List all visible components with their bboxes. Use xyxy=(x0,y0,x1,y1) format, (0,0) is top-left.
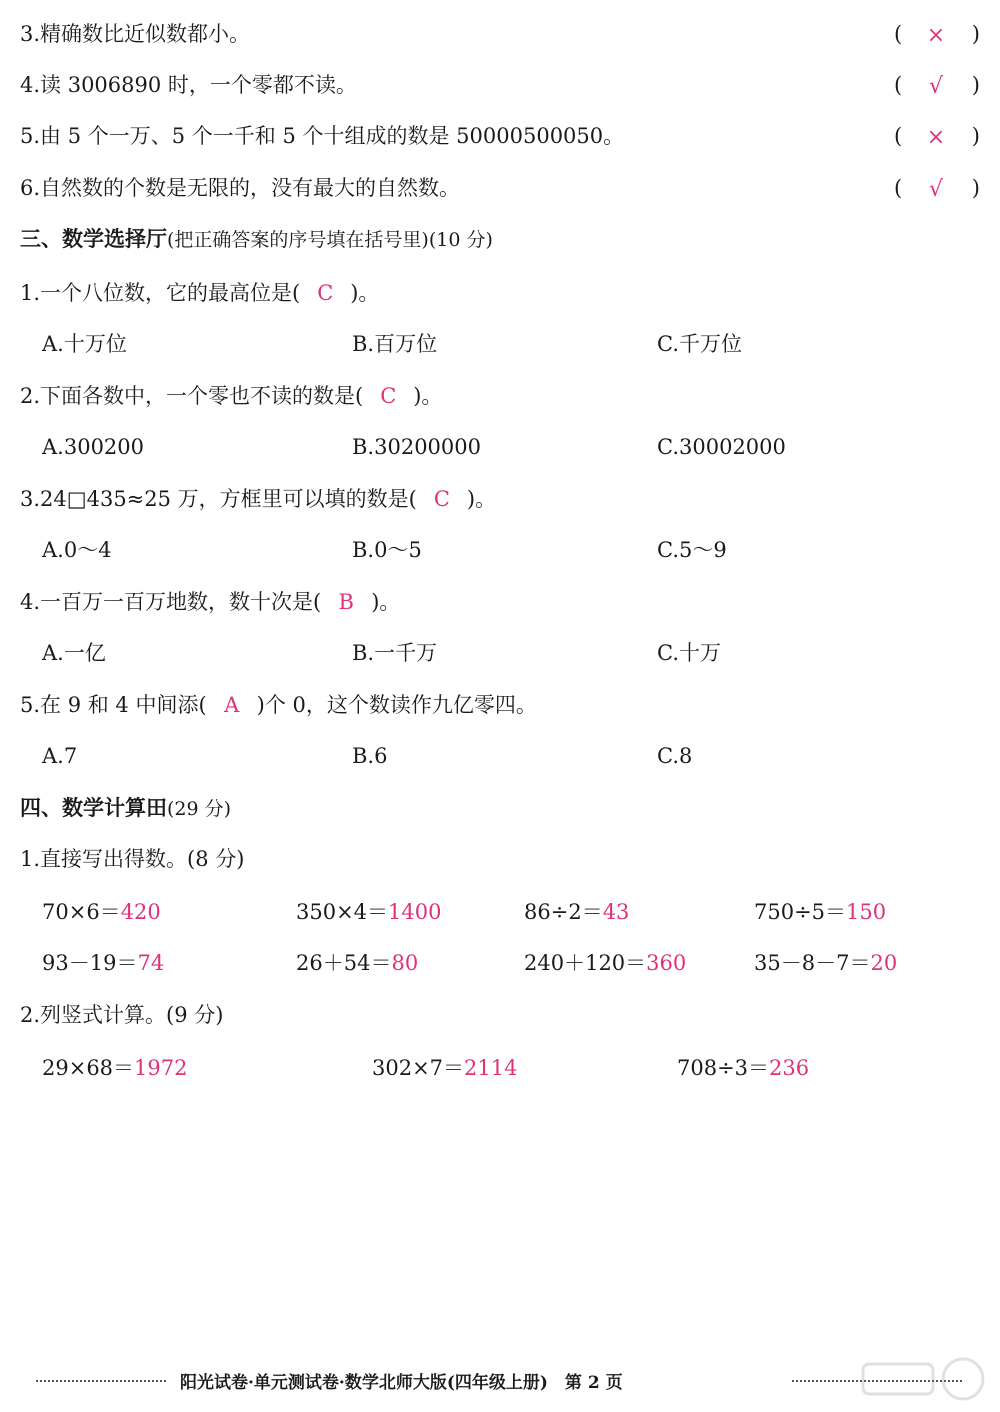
calc-answer: 80 xyxy=(391,951,419,975)
judge-answer-box xyxy=(894,121,980,151)
calc-answer: 236 xyxy=(769,1056,810,1080)
calc-question: 350×4＝ xyxy=(296,900,389,924)
question-text-end: )个 0，这个数读作九亿零四。 xyxy=(256,693,537,717)
choice-question-2 xyxy=(20,381,442,411)
calc-answer: 1400 xyxy=(388,900,442,924)
option-c: C.千万位 xyxy=(657,332,742,356)
judge-item-5 xyxy=(20,121,980,151)
option-a: A.十万位 xyxy=(42,332,127,356)
check-mark: √ xyxy=(928,74,944,99)
choice-question-5 xyxy=(20,690,537,720)
answer-letter: C xyxy=(380,384,397,408)
question-text: 4.一百万一百万地数，数十次是( xyxy=(20,590,322,614)
choice-question-4 xyxy=(20,587,400,617)
calc-item xyxy=(296,897,442,927)
check-mark: √ xyxy=(928,177,944,202)
choice-question-3 xyxy=(20,484,496,514)
section-4-heading xyxy=(20,793,231,824)
calc-item xyxy=(296,948,418,978)
option-b: B.0～5 xyxy=(352,538,422,562)
paren-right: ) xyxy=(971,124,980,148)
option-c: C.5～9 xyxy=(657,538,727,562)
cross-mark: × xyxy=(926,23,946,48)
watermark-logo-icon xyxy=(858,1354,988,1404)
paren-right: ) xyxy=(971,73,980,97)
footer-dotted-line-left xyxy=(36,1380,166,1382)
judge-item-text: 6.自然数的个数是无限的，没有最大的自然数。 xyxy=(20,176,461,200)
calc-question: 240＋120＝ xyxy=(524,951,647,975)
section-title: 四、数学计算田 xyxy=(20,795,167,820)
calc-question: 86÷2＝ xyxy=(524,900,603,924)
option-c: C.30002000 xyxy=(657,435,786,459)
question-text-end: )。 xyxy=(466,487,497,511)
section-3-heading xyxy=(20,224,493,255)
judge-item-4 xyxy=(20,70,980,100)
calc-answer: 74 xyxy=(137,951,165,975)
vertical-calc-item xyxy=(42,1053,188,1083)
footer-text: 阳光试卷·单元测试卷·数学北师大版(四年级上册) 第 2 页 xyxy=(180,1373,623,1393)
option-c: C.十万 xyxy=(657,641,721,665)
calc-question: 70×6＝ xyxy=(42,900,121,924)
answer-letter: C xyxy=(317,281,334,305)
choice-question-1 xyxy=(20,278,379,308)
answer-letter: B xyxy=(338,590,354,614)
calc-item xyxy=(754,897,886,927)
calc-question: 26＋54＝ xyxy=(296,951,392,975)
judge-answer-box xyxy=(894,70,980,100)
judge-item-3 xyxy=(20,19,980,49)
question-text: 2.下面各数中，一个零也不读的数是( xyxy=(20,384,364,408)
calc-question: 750÷5＝ xyxy=(754,900,847,924)
judge-item-6 xyxy=(20,173,980,203)
judge-item-text: 3.精确数比近似数都小。 xyxy=(20,22,251,46)
page-footer xyxy=(0,1366,1000,1396)
calc-part-1-title: 1.直接写出得数。(8 分) xyxy=(20,847,245,871)
option-b: B.30200000 xyxy=(352,435,481,459)
calc-item xyxy=(42,948,164,978)
option-a: A.7 xyxy=(42,744,78,768)
section-title: 三、数学选择厅 xyxy=(20,226,167,251)
calc-question: 93－19＝ xyxy=(42,951,138,975)
calc-item xyxy=(754,948,897,978)
calc-answer: 150 xyxy=(846,900,887,924)
question-text-end: )。 xyxy=(350,281,380,305)
option-b: B.百万位 xyxy=(352,332,438,356)
paren-left: ( xyxy=(894,73,903,97)
question-text: 1.一个八位数，它的最高位是( xyxy=(20,281,301,305)
calc-question: 708÷3＝ xyxy=(677,1056,770,1080)
cross-mark: × xyxy=(926,125,946,150)
judge-answer-box xyxy=(894,19,980,49)
answer-letter: C xyxy=(433,487,450,511)
paren-left: ( xyxy=(894,22,903,46)
option-a: A.300200 xyxy=(42,435,145,459)
question-text: 3.24□435≈25 万，方框里可以填的数是( xyxy=(20,487,417,511)
calc-answer: 43 xyxy=(602,900,630,924)
section-subtitle: (把正确答案的序号填在括号里)(10 分) xyxy=(167,229,493,251)
calc-answer: 360 xyxy=(646,951,687,975)
question-text-end: )。 xyxy=(413,384,443,408)
vertical-calc-item xyxy=(677,1053,809,1083)
paren-right: ) xyxy=(971,22,980,46)
option-c: C.8 xyxy=(657,744,693,768)
option-b: B.6 xyxy=(352,744,388,768)
question-text: 5.在 9 和 4 中间添( xyxy=(20,693,207,717)
paren-left: ( xyxy=(894,176,903,200)
calc-answer: 1972 xyxy=(134,1056,188,1080)
calc-item xyxy=(42,897,161,927)
paren-right: ) xyxy=(971,176,980,200)
calc-item xyxy=(524,948,686,978)
option-a: A.一亿 xyxy=(42,641,106,665)
section-subtitle: (29 分) xyxy=(167,798,232,820)
option-a: A.0～4 xyxy=(42,538,112,562)
judge-answer-box xyxy=(894,173,980,203)
judge-item-text: 5.由 5 个一万、5 个一千和 5 个十组成的数是 50000500050。 xyxy=(20,124,625,148)
calc-answer: 2114 xyxy=(464,1056,518,1080)
calc-answer: 20 xyxy=(870,951,898,975)
answer-letter: A xyxy=(224,693,240,717)
calc-question: 302×7＝ xyxy=(372,1056,465,1080)
calc-part-2-title: 2.列竖式计算。(9 分) xyxy=(20,1003,224,1027)
judge-item-text: 4.读 3006890 时，一个零都不读。 xyxy=(20,73,357,97)
paren-left: ( xyxy=(894,124,903,148)
calc-question: 29×68＝ xyxy=(42,1056,135,1080)
vertical-calc-item xyxy=(372,1053,518,1083)
calc-item xyxy=(524,897,629,927)
question-text-end: )。 xyxy=(371,590,401,614)
calc-question: 35－8－7＝ xyxy=(754,951,871,975)
option-b: B.一千万 xyxy=(352,641,438,665)
calc-answer: 420 xyxy=(120,900,161,924)
